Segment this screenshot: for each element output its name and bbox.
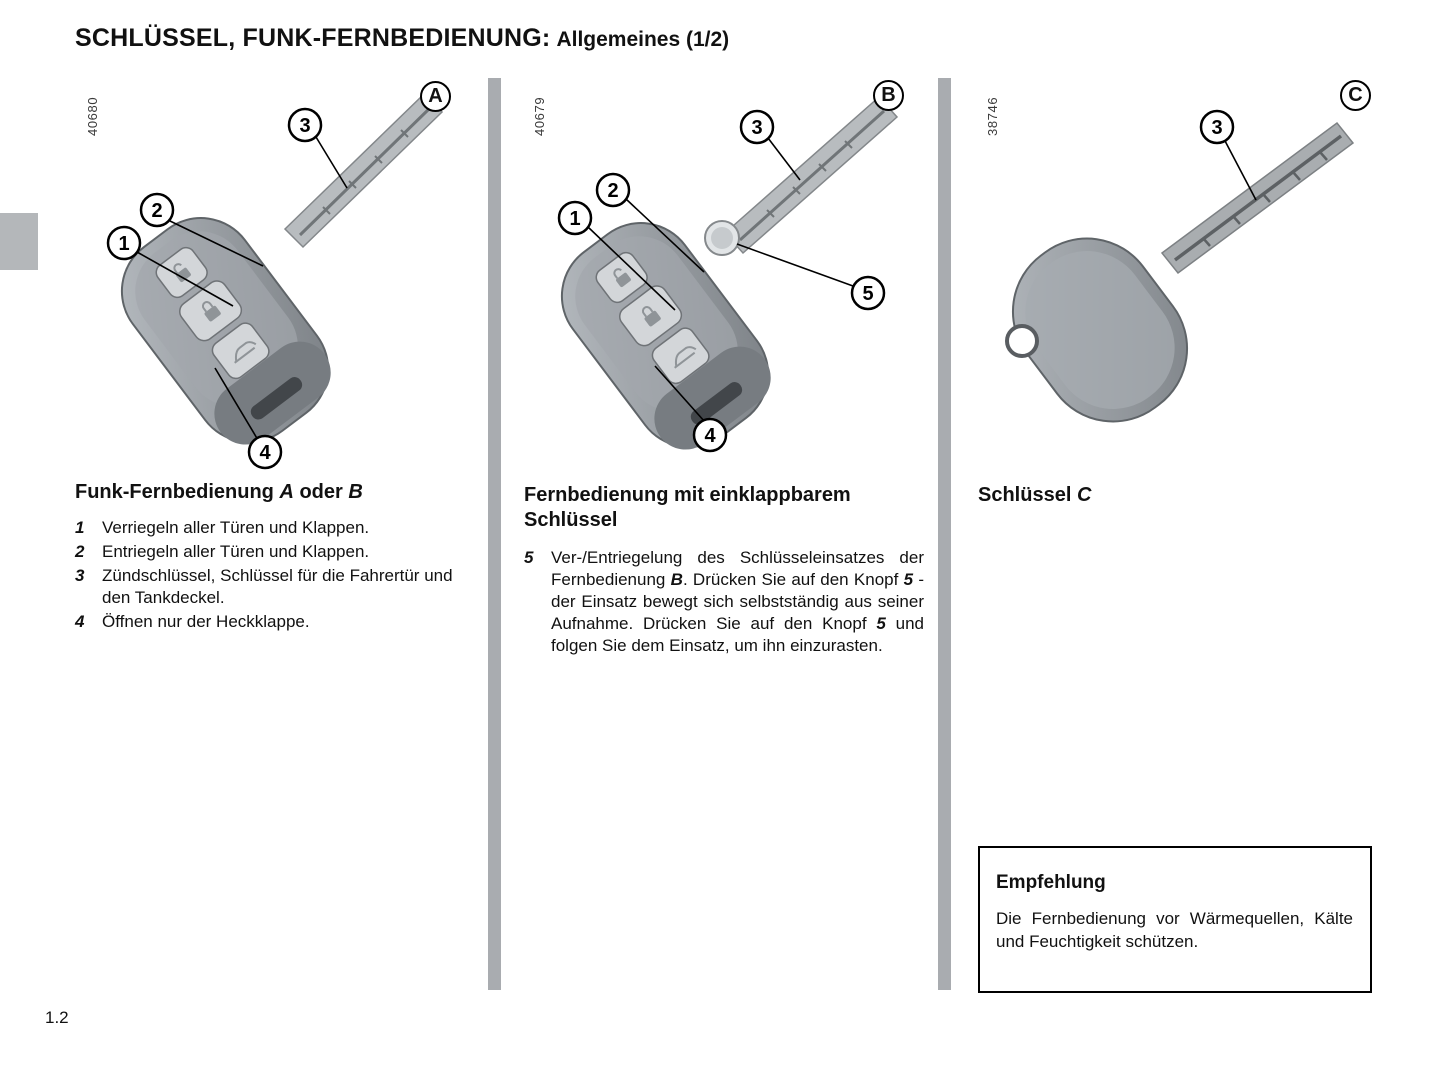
figure-key-c — [975, 78, 1371, 478]
section-folding-key — [524, 483, 924, 659]
legend-item-text: Zündschlüssel, Schlüssel für die Fahrertür und den Tankdeckel. — [102, 566, 453, 608]
body-text: . Drücken Sie auf den Knopf — [682, 570, 904, 590]
page-title — [75, 24, 729, 53]
legend-item-text: Entriegeln aller Türen und Klappen. — [102, 542, 370, 562]
figure-b-ref-number: 40679 — [532, 96, 547, 136]
legend-item-number: 3 — [75, 566, 85, 586]
section-b-heading: Fernbedienung mit einklappbarem Schlüssel — [524, 484, 851, 531]
svg-text:4: 4 — [704, 425, 716, 447]
figure-key-b — [522, 78, 924, 478]
heading-text: Schlüssel — [978, 484, 1077, 506]
callout-3 — [289, 109, 321, 141]
legend-item-1 — [75, 517, 473, 539]
svg-text:3: 3 — [751, 117, 763, 139]
callout-3 — [741, 111, 773, 143]
svg-text:2: 2 — [607, 180, 619, 202]
section-a-heading — [75, 480, 473, 505]
column-divider-2 — [938, 78, 951, 990]
legend-item-2 — [75, 541, 473, 563]
key-blade — [1162, 123, 1353, 273]
callout-1 — [559, 202, 591, 234]
variant-b-label: B — [670, 570, 683, 590]
chapter-tab-marker — [0, 213, 38, 270]
legend-item-number: 1 — [75, 518, 85, 537]
callout-3 — [1201, 111, 1233, 143]
figure-a-label: A — [420, 81, 451, 112]
button-5-ref: 5 — [876, 614, 886, 634]
legend-item-number: 2 — [75, 542, 85, 562]
body-text: und folgen Sie dem Einsatz, um ihn einzurasten. — [551, 614, 924, 656]
svg-text:1: 1 — [569, 208, 581, 230]
callout-4 — [249, 436, 281, 468]
legend-item-text — [551, 547, 924, 657]
svg-text:2: 2 — [151, 200, 163, 222]
recommendation-text: Die Fernbedienung vor Wärmequellen, Kälte und Feuchtigkeit schützen. — [996, 909, 1353, 951]
figure-c-ref-number: 38746 — [985, 96, 1000, 136]
legend-item-4 — [75, 611, 473, 633]
callout-2 — [141, 194, 173, 226]
variant-c-label: C — [1076, 484, 1092, 506]
section-remote-a-b — [75, 480, 473, 635]
callout-lead-lines — [1224, 139, 1256, 200]
heading-text: Funk-Fernbedienung — [75, 481, 280, 503]
section-key-c — [978, 483, 1372, 520]
page-number: 1.2 — [45, 1008, 69, 1027]
callout-4 — [694, 419, 726, 451]
figure-key-a — [75, 78, 473, 478]
recommendation-box — [978, 846, 1372, 993]
section-c-heading — [978, 483, 1372, 508]
svg-text:5: 5 — [862, 283, 874, 305]
svg-text:3: 3 — [299, 115, 311, 137]
legend-item-number: 4 — [75, 612, 85, 632]
callout-5 — [852, 277, 884, 309]
page-title-sub: Allgemeines (1/2) — [556, 28, 730, 51]
figure-a-ref-number: 40680 — [85, 96, 100, 136]
body-text: - der Einsatz bewegt sich selbstständig aus seiner Aufnahme. Drücken Sie auf den Knopf — [551, 570, 925, 634]
callout-2 — [597, 174, 629, 206]
svg-text:4: 4 — [259, 442, 271, 464]
variant-a-label: A — [279, 481, 294, 503]
callout-1 — [108, 227, 140, 259]
legend-item-text: Verriegeln aller Türen und Klappen. — [102, 518, 370, 537]
key-illustration-b — [522, 78, 924, 478]
body-text: Ver-/Entriegelung des Schlüsseleinsatzes der Fernbedienung — [551, 548, 924, 590]
legend-item-number: 5 — [524, 548, 534, 567]
figure-b-label: B — [873, 80, 904, 111]
column-divider-1 — [488, 78, 501, 990]
key-release-button — [705, 221, 739, 255]
key-illustration-c — [975, 78, 1371, 478]
legend-item-text: Öffnen nur der Heckklappe. — [102, 612, 310, 632]
page-title-main: SCHLÜSSEL, FUNK-FERNBEDIENUNG: — [75, 24, 551, 52]
figure-c-label: C — [1340, 80, 1371, 111]
svg-text:1: 1 — [118, 233, 130, 255]
variant-b-label: B — [348, 481, 363, 503]
heading-text: oder — [293, 481, 349, 503]
recommendation-heading: Empfehlung — [996, 872, 1106, 893]
legend-item-3 — [75, 565, 473, 609]
key-illustration-a — [75, 78, 473, 478]
legend-item-5 — [524, 547, 924, 657]
svg-text:3: 3 — [1211, 117, 1223, 139]
keyring-hole — [1007, 326, 1037, 356]
button-5-ref: 5 — [903, 570, 914, 590]
